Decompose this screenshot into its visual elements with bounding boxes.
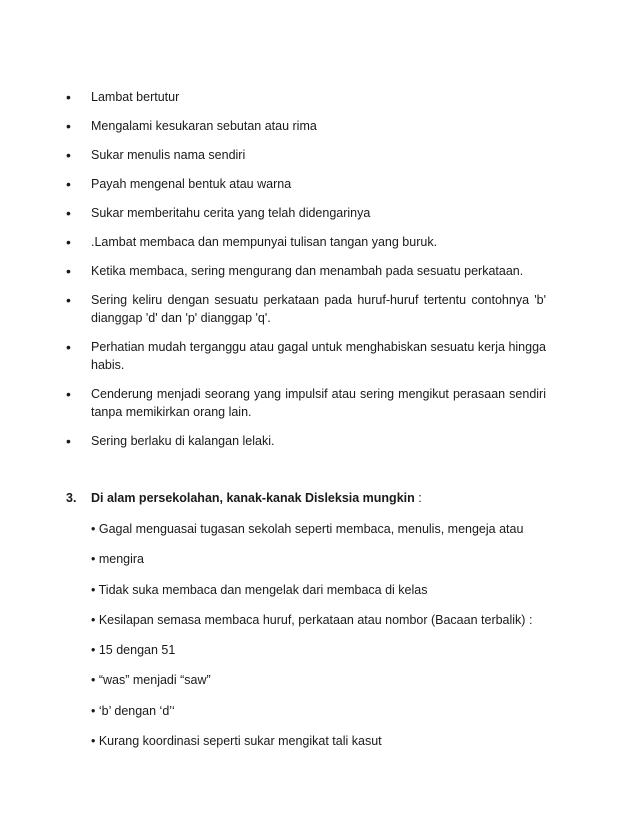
section-title-suffix: : (414, 491, 422, 505)
bullet-text: Cenderung menjadi seorang yang impulsif atau sering mengikut perasaan sendiri tanpa memikirkan orang lain. (91, 387, 546, 419)
bullet-item (66, 117, 546, 135)
section-title: Di alam persekolahan, kanak-kanak Disleksia mungkin (91, 491, 415, 505)
bullet-dot: • (66, 433, 71, 449)
bullet-text: Ketika membaca, sering mengurang dan menambah pada sesuatu perkataan. (91, 264, 524, 278)
bullet-item (66, 233, 546, 251)
bullet-item (66, 338, 546, 374)
bullet-dot: • (66, 205, 71, 221)
list-item: • 15 dengan 51 (91, 643, 176, 658)
bullet-dot: • (66, 234, 71, 250)
bullet-dot: • (66, 89, 71, 105)
section-3-heading (66, 489, 546, 507)
bullet-text: Payah mengenal bentuk atau warna (91, 177, 292, 191)
bullet-dot: • (66, 118, 71, 134)
bullet-text: .Lambat membaca dan mempunyai tulisan tangan yang buruk. (91, 235, 438, 249)
school-signs-list (91, 520, 551, 762)
bullet-item (66, 291, 546, 327)
bullet-text: Lambat bertutur (91, 90, 180, 104)
bullet-text: Sering keliru dengan sesuatu perkataan pada huruf-huruf tertentu contohnya 'b' dianggap 'd' dan 'p' dianggap 'q'. (91, 293, 546, 325)
bullet-dot: • (66, 386, 71, 402)
bullet-item (66, 385, 546, 421)
bullet-dot: • (66, 339, 71, 355)
bullet-item (66, 262, 546, 280)
list-item: • Tidak suka membaca dan mengelak dari membaca di kelas (91, 582, 428, 597)
list-item: • Kesilapan semasa membaca huruf, perkataan atau nombor (Bacaan terbalik) : (91, 612, 533, 627)
list-item: • “was” menjadi “saw” (91, 673, 211, 688)
list-item: • mengira (91, 552, 145, 567)
symptom-bullet-list (66, 88, 546, 461)
bullet-item (66, 175, 546, 193)
bullet-text: Perhatian mudah terganggu atau gagal untuk menghabiskan sesuatu kerja hingga habis. (91, 340, 546, 372)
section-number: 3. (66, 491, 77, 505)
list-item: • Kurang koordinasi seperti sukar mengikat tali kasut (91, 734, 382, 749)
bullet-text: Sukar memberitahu cerita yang telah didengarinya (91, 206, 371, 220)
bullet-dot: • (66, 147, 71, 163)
bullet-text: Sukar menulis nama sendiri (91, 148, 246, 162)
bullet-item (66, 146, 546, 164)
bullet-text: Mengalami kesukaran sebutan atau rima (91, 119, 317, 133)
list-item: • ‘b’ dengan ‘d’‘ (91, 703, 175, 718)
list-item: • Gagal menguasai tugasan sekolah seperti membaca, menulis, mengeja atau (91, 522, 524, 536)
bullet-dot: • (66, 176, 71, 192)
bullet-item (66, 204, 546, 222)
bullet-item (66, 432, 546, 450)
bullet-dot: • (66, 292, 71, 308)
bullet-item (66, 88, 546, 106)
bullet-text: Sering berlaku di kalangan lelaki. (91, 434, 275, 448)
bullet-dot: • (66, 263, 71, 279)
